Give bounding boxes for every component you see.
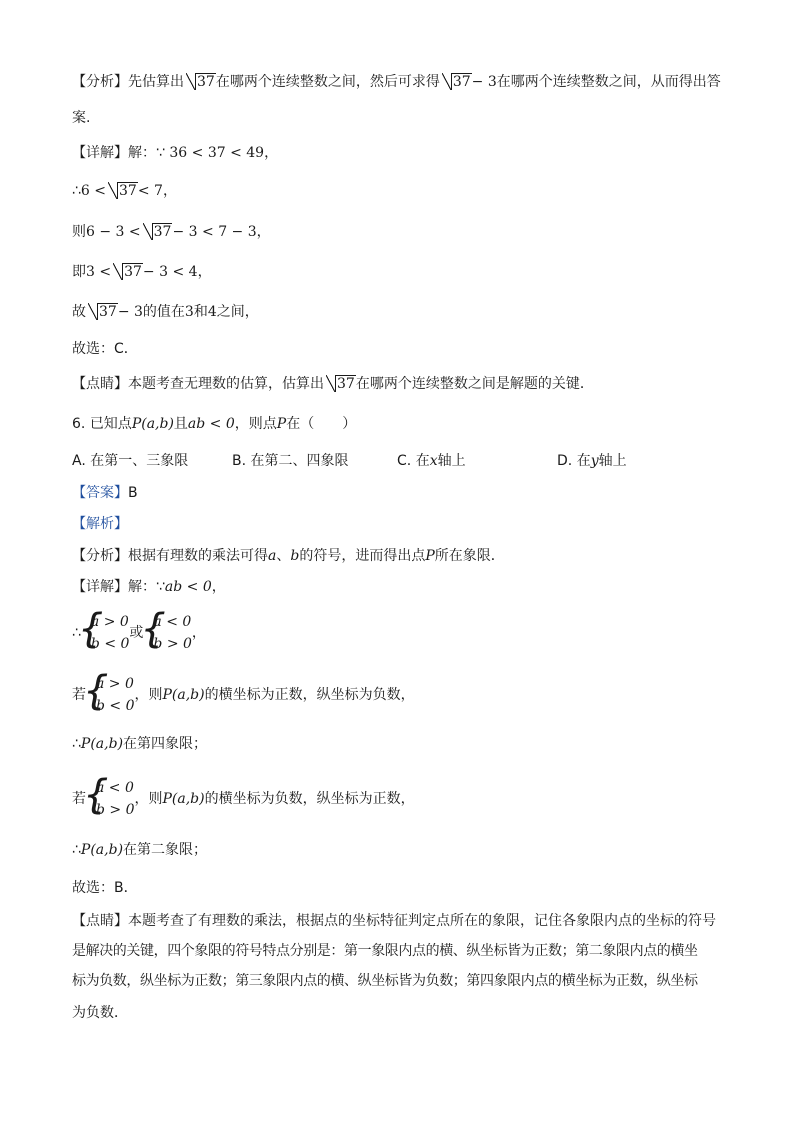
text: ， [162,183,177,199]
sqrt-expression: 37 [113,262,143,282]
text: 若 [72,791,86,807]
math: − 3 < 7 − 3 [172,224,257,240]
math: 6 < [80,183,107,199]
q6-comment-2 [72,941,698,961]
equation-system: { a > 0 b < 0 [86,673,135,717]
explain-line [72,514,128,534]
section-tag: 【详解】 [72,579,128,595]
analysis-line-1 [72,72,721,92]
text: ，则点 [234,416,277,432]
q6-choose [72,878,138,898]
text: 的横坐标为负数，纵坐标为正数， [204,791,415,807]
text: 故选：B． [72,880,138,896]
text: 或 [129,625,144,641]
detail-line-1 [72,143,278,163]
text: 在哪两个连续整数之间，从而得出答 [496,74,721,90]
text: 根据有理数的乘法可得 [128,548,268,564]
explain-tag: 【解析】 [72,516,128,532]
question-6-stem [72,414,356,434]
text: 、 [276,548,291,564]
option-c[interactable] [397,451,466,471]
text: 的横坐标为正数，纵坐标为负数， [204,687,415,703]
q6-comment-1 [72,911,716,931]
math: b [290,548,300,564]
section-tag: 【点睛】 [72,376,128,392]
text: ， [191,625,206,641]
math: 3 < [86,264,112,280]
math: y [590,453,599,469]
option-text: 在第一、三象限 [90,453,189,469]
text: 先估算出 [128,74,184,90]
option-text: 轴上 [437,453,466,469]
q6-detail-1 [72,577,226,597]
math: P(a,b) [80,842,124,858]
math: P(a,b) [162,687,205,703]
sqrt-expression: 37 [186,72,216,92]
symbol: ∴ [72,183,81,199]
text: 本题考查无理数的估算，估算出 [128,376,324,392]
text: 则 [72,224,86,240]
math: ab < 0 [164,579,212,595]
option-text: 在 [415,453,430,469]
option-text: 在第二、四象限 [250,453,349,469]
q6-detail-4 [72,734,207,754]
text: 在第二象限； [123,842,208,858]
text: 故 [72,304,86,320]
answer-tag: 【答案】 [72,485,128,501]
math: < 7 [137,183,163,199]
answer-line [72,483,138,503]
math: P [276,416,287,432]
symbol: ∴ [72,625,81,641]
sqrt-expression: 37 [143,222,173,242]
text: ， [211,579,226,595]
math: 36 < 37 < 49 [169,145,265,161]
math: 4 [207,304,217,320]
math: − 3 [117,304,143,320]
math: a [268,548,277,564]
text: 案. [72,110,91,126]
symbol: ∵ [156,145,165,161]
text: 在哪两个连续整数之间是解题的关键． [355,376,594,392]
text: 所在象限． [434,548,505,564]
equation-system: { a < 0 b > 0 [86,777,135,821]
text: 若 [72,687,86,703]
math: − 3 [471,74,497,90]
q6-comment-4 [72,1003,128,1023]
detail-line-5 [72,302,259,322]
math: P [425,548,435,564]
detail-line-4 [72,262,212,282]
text: 的符号，进而得出点 [299,548,426,564]
option-text: 在 [576,453,591,469]
option-letter: B. [232,453,247,469]
math: 3 [184,304,194,320]
answer-value: B [128,485,138,501]
text: 已知点 [89,416,132,432]
text: 的值在 [142,304,185,320]
math: x [429,453,438,469]
text: ， [256,224,271,240]
text: 在（ ） [286,416,357,432]
text: ， [264,145,279,161]
math: P(a,b) [80,736,124,752]
math: 6 − 3 < [86,224,141,240]
text: 故选：C． [72,341,138,357]
math: P(a,b) [131,416,174,432]
text: 为负数． [72,1005,128,1021]
sqrt-expression: 37 [108,181,138,201]
symbol: ∴ [72,736,81,752]
text: 解： [128,145,156,161]
option-letter: D. [557,453,573,469]
symbol: ∵ [156,579,165,595]
text: 本题考查了有理数的乘法，根据点的坐标特征判定点所在的象限，记住各象限内点的坐标的符号 [128,913,716,929]
question-6-options [72,451,712,471]
analysis-line-2 [72,108,90,128]
sqrt-expression: 37 [88,302,118,322]
text: ，则 [134,791,163,807]
math: − 3 < 4 [142,264,198,280]
option-letter: C. [397,453,412,469]
text: 和 [193,304,208,320]
text: 即 [72,264,86,280]
text: 在哪两个连续整数之间，然后可求得 [215,74,440,90]
text: 解： [128,579,156,595]
question-number: 6. [72,416,86,432]
option-letter: A. [72,453,86,469]
text: 且 [173,416,188,432]
symbol: ∴ [72,842,81,858]
q6-detail-2 [72,608,206,658]
section-tag: 【详解】 [72,145,128,161]
sqrt-expression: 37 [442,72,472,92]
text: 之间， [216,304,259,320]
text: ， [197,264,212,280]
equation-system: { a < 0 b > 0 [143,611,192,655]
text: 是解决的关键，四个象限的符号特点分别是：第一象限内点的横、纵坐标皆为正数；第二象限内点的横坐 [72,943,698,959]
math: ab < 0 [187,416,235,432]
text: 在第四象限； [123,736,208,752]
q6-analysis [72,546,505,566]
detail-choose [72,339,138,359]
q6-comment-3 [72,971,698,991]
text: ，则 [134,687,163,703]
option-a[interactable] [72,451,188,471]
detail-line-2 [72,181,177,201]
section-tag: 【点睛】 [72,913,128,929]
comment-line [72,374,594,394]
sqrt-expression: 37 [326,374,356,394]
q6-detail-3 [72,670,415,720]
equation-system: { a > 0 b < 0 [81,611,130,655]
q6-detail-5 [72,774,415,824]
q6-detail-6 [72,840,207,860]
detail-line-3 [72,222,271,242]
option-text: 轴上 [598,453,627,469]
option-b[interactable] [232,451,349,471]
math: P(a,b) [162,791,205,807]
option-d[interactable] [557,451,627,471]
section-tag: 【分析】 [72,74,128,90]
text: 标为负数，纵坐标为正数；第三象限内点的横、纵坐标皆为负数；第四象限内点的横坐标为正数，纵坐标 [72,973,698,989]
section-tag: 【分析】 [72,548,128,564]
